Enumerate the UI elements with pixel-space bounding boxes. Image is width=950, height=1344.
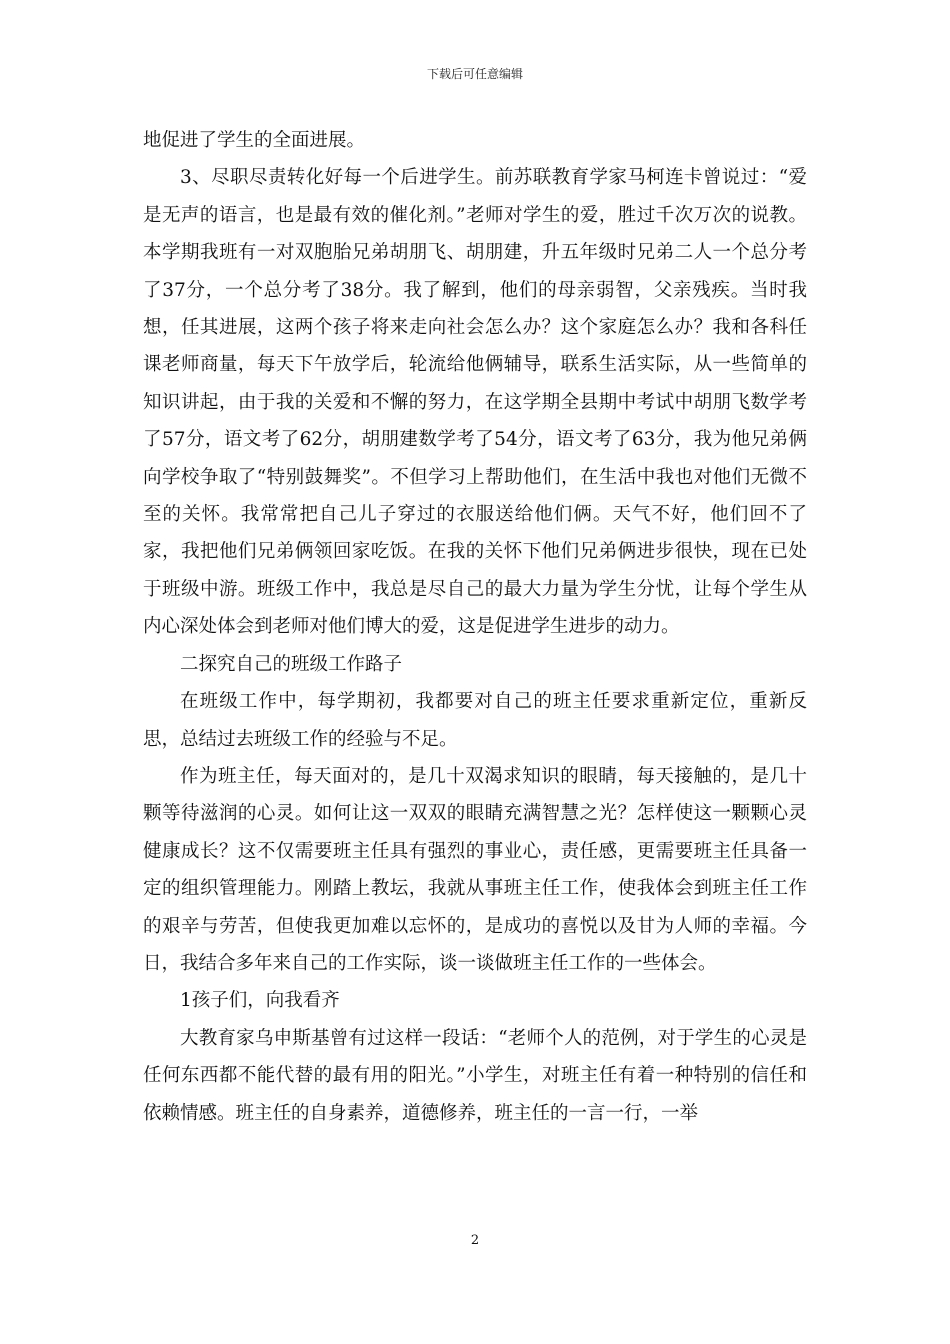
paragraph: 在班级工作中，每学期初，我都要对自己的班主任要求重新定位，重新反思，总结过去班级工作的经验与不足。 (143, 691, 807, 750)
section-heading-2: 二探究自己的班级工作路子 (180, 653, 403, 675)
paragraph: 大教育家乌申斯基曾有过这样一段话：“老师个人的范例，对于学生的心灵是任何东西都不能代替的最有用的阳光。”小学生，对班主任有着一种特别的信任和依赖情感。班主任的自身素养，道德修养，班主任的一言一行，一举 (143, 1027, 807, 1124)
page-number: 2 (470, 1233, 480, 1248)
paragraph-point-3: 3、尽职尽责转化好每一个后进学生。前苏联教育学家马柯连卡曾说过：“爱是无声的语言，也是最有效的催化剂。”老师对学生的爱，胜过千次万次的说教。本学期我班有一对双胞胎兄弟胡朋飞、胡朋建，升五年级时兄弟二人一个总分考了37分，一个总分考了38分。我了解到，他们的母亲弱智，父亲残疾。当时我想，任其进展，这两个孩子将来走向社会怎么办？这个家庭怎么办？我和各科任课老师商量，每天下午放学后，轮流给他俩辅导，联系生活实际，从一些简单的知识讲起，由于我的关爱和不懈的努力，在这学期全县期中考试中胡朋飞数学考了57分，语文考了62分，胡朋建数学考了54分，语文考了63分，我为他兄弟俩向学校争取了“特别鼓舞奖”。不但学习上帮助他们，在生活中我也对他们无微不至的关怀。我常常把自己儿子穿过的衣服送给他们俩。天气不好，他们回不了家，我把他们兄弟俩领回家吃饭。在我的关怀下他们兄弟俩进步很快，现在已处于班级中游。班级工作中，我总是尽自己的最大力量为学生分忧，让每个学生从内心深处体会到老师对他们博大的爱，这是促进学生进步的动力。 (143, 167, 807, 638)
paragraph: 作为班主任，每天面对的，是几十双渴求知识的眼睛，每天接触的，是几十颗等待滋润的心灵。如何让这一双双的眼睛充满智慧之光？怎样使这一颗颗心灵健康成长？这不仅需要班主任具有强烈的事业心，责任感，更需要班主任具备一定的组织管理能力。刚踏上教坛，我就从事班主任工作，使我体会到班主任工作的艰辛与劳苦，但使我更加难以忘怀的，是成功的喜悦以及甘为人师的幸福。今日，我结合多年来自己的工作实际，谈一谈做班主任工作的一些体会。 (143, 765, 807, 974)
page-header: 下载后可任意编辑 (426, 67, 523, 81)
subheading-1: 1孩子们，向我看齐 (180, 990, 340, 1012)
paragraph-continuation: 地促进了学生的全面进展。 (143, 130, 366, 151)
document-body (143, 122, 807, 1132)
